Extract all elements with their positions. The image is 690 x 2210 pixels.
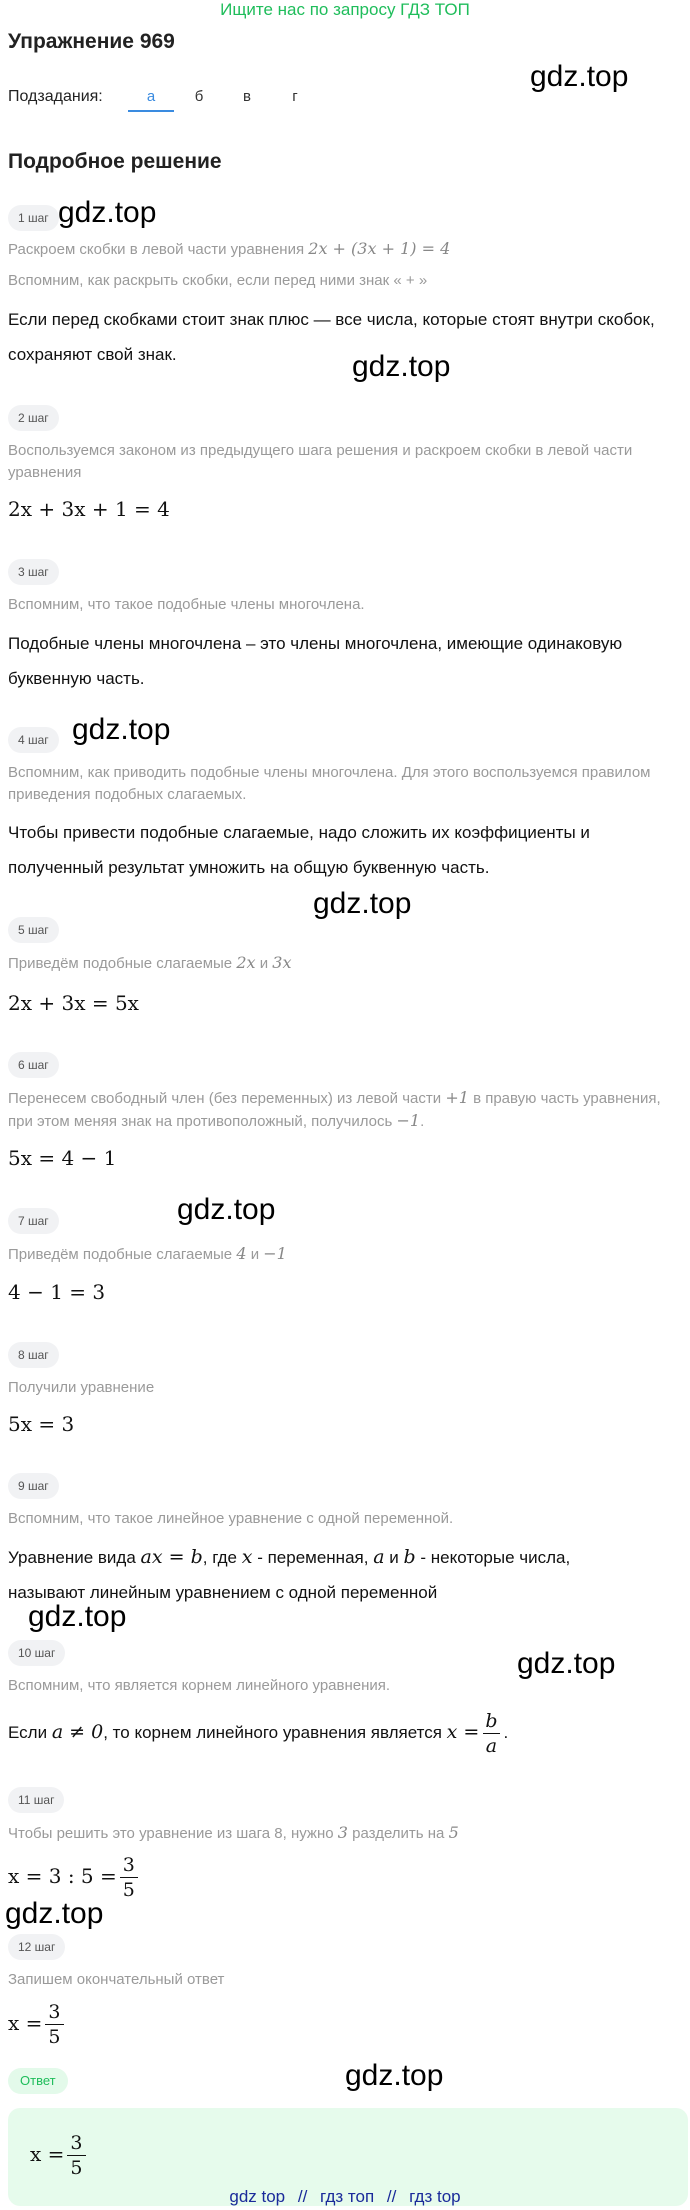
step-text: Если a ≠ 0, то корнем линейного уравнения является x = $\frac{b}{a}$ . [8, 1710, 509, 1758]
step-pill: 10 шаг [8, 1640, 65, 1666]
step-equation: 4 − 1 = 3 [8, 1280, 106, 1304]
watermark: gdz.top [313, 887, 412, 920]
fraction: $\frac{3}{5}$ [45, 2000, 63, 2049]
step-pill: 9 шаг [8, 1473, 59, 1499]
step-hint: Получили уравнение [8, 1379, 155, 1396]
footer-links [0, 2187, 690, 2207]
step-hint: Приведём подобные слагаемые 2x и 3x [8, 953, 292, 972]
step-hint: Раскроем скобки в левой части уравнения 2x + (3x + 1) = 4 [8, 239, 451, 258]
step-hint: Вспомним, что является корнем линейного уравнения. [8, 1677, 391, 1694]
step-text: Подобные члены многочлена – это члены многочлена, имеющие одинаковую буквенную часть. [8, 634, 623, 688]
footer-link[interactable]: gdz top [229, 2187, 286, 2206]
section-title: Подробное решение [8, 150, 222, 173]
step-hint: Запишем окончательный ответ [8, 1971, 225, 1988]
step-pill: 3 шаг [8, 559, 59, 585]
step-text: Уравнение вида ax = b, где x - переменная, a и b - некоторые числа, [8, 1546, 571, 1568]
answer-equation: x = $\frac{3}{5}$ [30, 2131, 89, 2180]
tab-subtask-b[interactable]: б [194, 88, 204, 105]
watermark: gdz.top [72, 713, 171, 746]
step-hint: Воспользуемся законом из предыдущего шага решения и раскроем скобки в левой части уравнения [8, 442, 633, 481]
footer-separator: // [386, 2187, 397, 2206]
watermark: gdz.top [58, 196, 157, 229]
step-pill: 8 шаг [8, 1342, 59, 1368]
footer-link[interactable]: гдз топ [320, 2187, 375, 2206]
step-hint: Приведём подобные слагаемые 4 и −1 [8, 1244, 287, 1263]
watermark: gdz.top [5, 1897, 104, 1930]
top-promo-link[interactable]: Ищите нас по запросу ГДЗ ТОП [220, 0, 470, 19]
step-equation: x = $\frac{3}{5}$ [8, 2000, 67, 2049]
step-equation: 5x = 4 − 1 [8, 1146, 117, 1170]
step-hint: Чтобы решить это уравнение из шага 8, нужно 3 разделить на 5 [8, 1823, 459, 1842]
step-hint: Вспомним, что такое линейное уравнение с одной переменной. [8, 1510, 454, 1527]
tab-subtask-a[interactable]: а [128, 84, 174, 112]
subtasks-label: Подзадания: [8, 88, 103, 105]
fraction: $\frac{b}{a}$ [482, 1709, 500, 1758]
answer-pill: Ответ [8, 2068, 68, 2094]
step-text: Если перед скобками стоит знак плюс — все числа, которые стоят внутри скобок, сохраняют свой знак. [8, 310, 655, 364]
step-pill: 6 шаг [8, 1052, 59, 1078]
watermark: gdz.top [530, 60, 629, 93]
watermark: gdz.top [352, 350, 451, 383]
step-pill: 5 шаг [8, 917, 59, 943]
step-hint: Вспомним, что такое подобные члены многочлена. [8, 596, 365, 613]
step-text: Чтобы привести подобные слагаемые, надо сложить их коэффициенты и полученный результат умножить на общую буквенную часть. [8, 823, 590, 877]
step-pill: 1 шаг [8, 205, 59, 231]
footer-separator: // [297, 2187, 308, 2206]
step-hint: Перенесем свободный член (без переменных) из левой части +1 в правую часть уравнения, при этом меняя знак на противоположный, получилось −1. [8, 1088, 661, 1130]
step-equation: 2x + 3x + 1 = 4 [8, 497, 170, 521]
tab-subtask-g[interactable]: г [292, 88, 298, 105]
footer-link[interactable]: гдз top [409, 2187, 461, 2206]
step-equation: x = 3 : 5 = $\frac{3}{5}$ [8, 1853, 141, 1902]
watermark: gdz.top [177, 1193, 276, 1226]
step-equation: 2x + 3x = 5x [8, 991, 139, 1015]
step-equation: 5x = 3 [8, 1412, 75, 1436]
watermark: gdz.top [28, 1600, 127, 1633]
step-text: называют линейным уравнением с одной переменной [8, 1583, 438, 1602]
step-pill: 12 шаг [8, 1934, 65, 1960]
step-pill: 7 шаг [8, 1208, 59, 1234]
step-hint: Вспомним, как раскрыть скобки, если перед ними знак « + » [8, 272, 428, 289]
watermark: gdz.top [345, 2059, 444, 2092]
step-pill: 2 шаг [8, 405, 59, 431]
fraction: $\frac{3}{5}$ [67, 2131, 85, 2180]
tab-subtask-v[interactable]: в [243, 88, 251, 105]
step-hint: Вспомним, как приводить подобные члены многочлена. Для этого воспользуемся правилом приведения подобных слагаемых. [8, 764, 651, 803]
step-pill: 4 шаг [8, 727, 59, 753]
page-title: Упражнение 969 [8, 30, 175, 53]
step-pill: 11 шаг [8, 1787, 64, 1813]
fraction: $\frac{3}{5}$ [120, 1853, 138, 1902]
watermark: gdz.top [517, 1647, 616, 1680]
